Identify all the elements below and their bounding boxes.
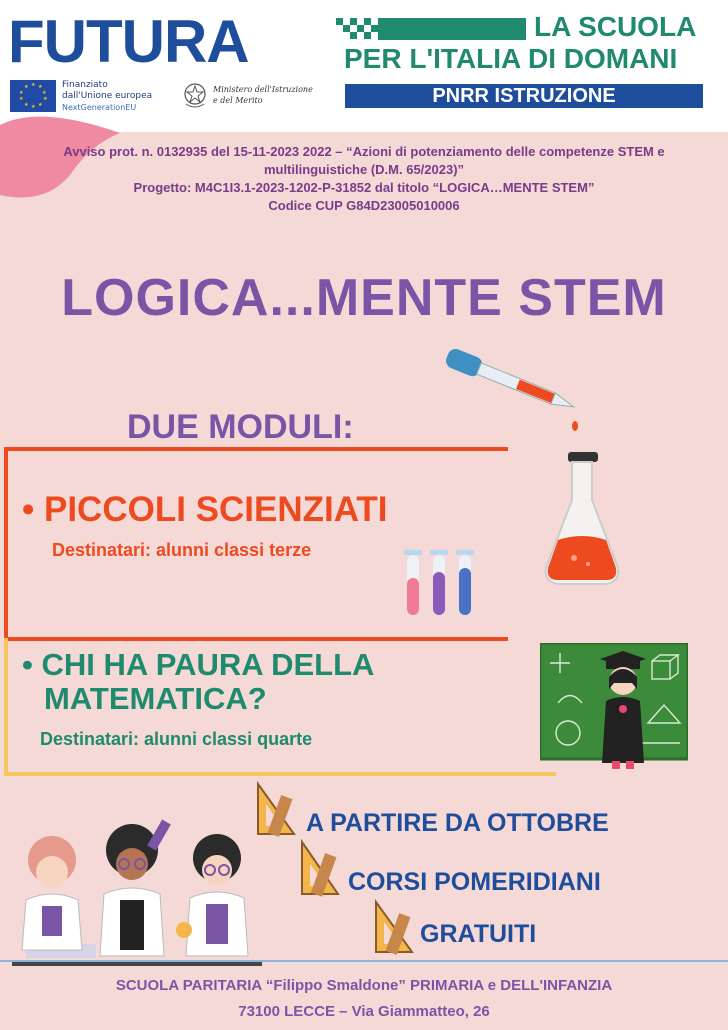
futura-logo: FUTURA [8,8,249,75]
module2-title-line2: MATEMATICA? [44,681,267,716]
module2-title-line1: CHI HA PAURA DELLA [41,647,375,682]
pipette-icon [436,338,586,438]
footer-school-name: SCUOLA PARITARIA “Filippo Smaldone” PRIMARIA e DELL'INFANZIA [115,977,613,994]
ruler-triangle-icon [372,898,422,956]
ruler-triangle-icon [298,838,348,898]
module2-title: • CHI HA PAURA DELLA MATEMATICA? [22,647,375,716]
info-free: GRATUITI [420,920,537,948]
info-start-date: A PARTIRE DA OTTOBRE [306,809,609,837]
notice-block [0,143,728,215]
module1-title-text: PICCOLI SCIENZIATI [43,490,388,529]
scuola-line1: LA SCUOLA [534,11,697,42]
pixel-bar-graphic [336,18,526,40]
ministry-line1: Ministero dell'Istruzione [213,85,313,94]
footer-divider [0,960,728,962]
module1-recipients: Destinatari: alunni classi terze [52,540,312,560]
italian-emblem-icon [182,80,208,110]
notice-line3: Progetto: M4C1I3.1-2023-1202-P-31852 dal titolo “LOGICA…MENTE STEM” [133,180,595,195]
eu-flag-icon: ★ ★ ★ ★ ★ ★ ★ ★ ★ ★ [10,80,56,112]
notice-line2: multilinguistiche (D.M. 65/2023)” [263,162,465,177]
kid-scientists-illustration [12,810,262,970]
scuola-line2: PER L'ITALIA DI DOMANI [344,43,678,74]
chalkboard-graduate-icon [540,643,688,773]
notice-line1: Avviso prot. n. 0132935 del 15-11-2023 2022 – “Azioni di potenziamento delle competenze STEM e [63,144,665,159]
notice-line4: Codice CUP G84D23005010006 [268,198,460,213]
pnrr-banner: PNRR ISTRUZIONE [345,84,703,108]
eu-line2: dall'Unione europea [62,91,153,101]
eu-line3: NextGenerationEU [62,103,137,112]
ministry-text [213,84,313,106]
info-afternoon-courses: CORSI POMERIDIANI [348,868,601,896]
test-tubes-icon [402,548,478,620]
module1-title: • PICCOLI SCIENZIATI [22,490,388,529]
modules-heading: DUE MODULI: [127,408,354,446]
ministry-line2: e del Merito [213,96,263,105]
flask-icon [540,450,624,590]
footer-address: 73100 LECCE – Via Giammatteo, 26 [238,1003,490,1020]
page-title: LOGICA...MENTE STEM [61,269,667,327]
module2-recipients: Destinatari: alunni classi quarte [40,729,313,749]
eu-line1: Finanziato [62,80,108,90]
